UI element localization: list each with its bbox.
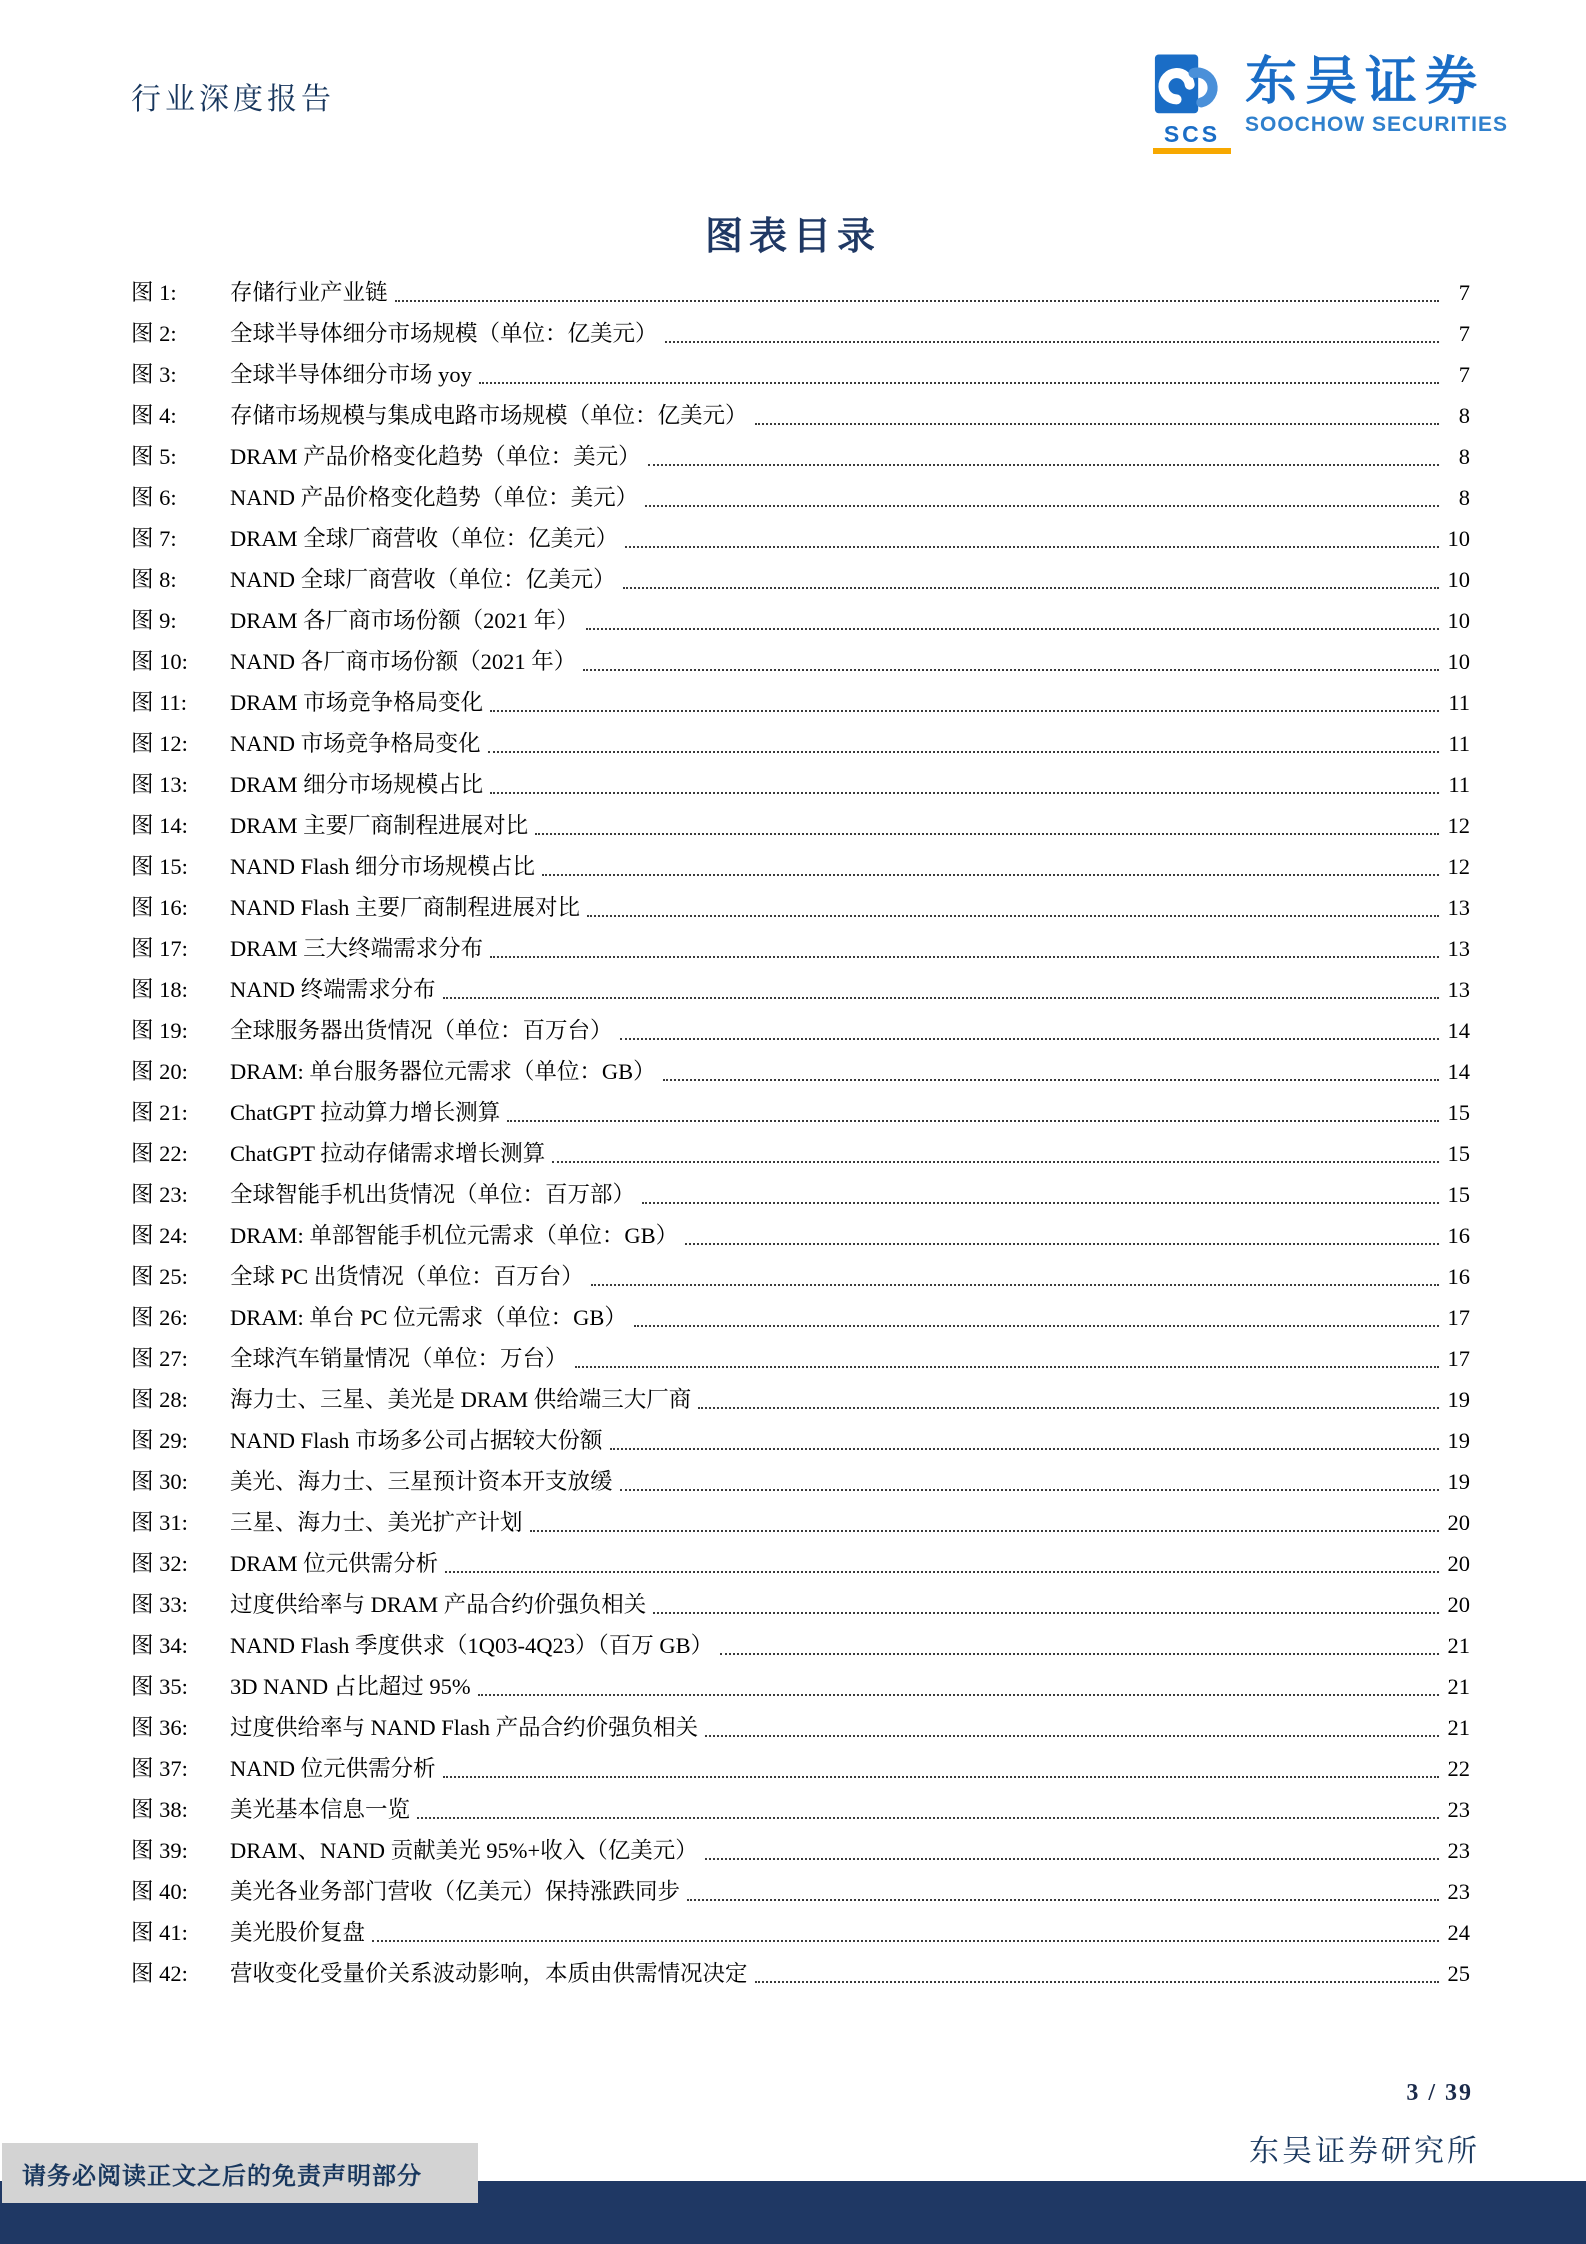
toc-entry-title: 美光基本信息一览 [230,1797,411,1822]
toc-entry-title: NAND Flash 细分市场规模占比 [230,854,536,879]
toc-entry-title: 过度供给率与 NAND Flash 产品合约价强负相关 [230,1715,699,1740]
toc-entry[interactable] [131,1461,1470,1502]
toc-entry[interactable] [131,682,1470,723]
toc-entry-label: 图 3: [131,362,177,387]
toc-entry[interactable] [131,928,1470,969]
toc-entry[interactable] [131,1338,1470,1379]
toc-entry-title: DRAM、NAND 贡献美光 95%+收入（亿美元） [230,1838,698,1863]
toc-entry-title: 全球半导体细分市场 yoy [230,362,472,387]
toc-dot-leader [653,1612,1439,1614]
toc-entry-label: 图 29: [131,1428,188,1453]
toc-dot-leader [552,1161,1439,1163]
toc-entry-title: DRAM 产品价格变化趋势（单位：美元） [230,444,641,469]
toc-entry-page-number: 15 [1447,1141,1470,1166]
toc-entry[interactable] [131,1133,1470,1174]
toc-entry-page-number: 24 [1447,1920,1470,1945]
toc-entry[interactable] [131,1953,1470,1994]
toc-entry-label: 图 20: [131,1059,188,1084]
toc-entry[interactable] [131,1010,1470,1051]
toc-dot-leader [586,628,1439,630]
toc-entry[interactable] [131,1215,1470,1256]
toc-entry-page-number: 20 [1447,1551,1470,1576]
toc-dot-leader [417,1817,1439,1819]
toc-entry-page-number: 25 [1447,1961,1470,1986]
toc-entry-page-number: 10 [1447,608,1470,633]
toc-entry-page-number: 14 [1447,1018,1470,1043]
toc-entry-page-number: 21 [1447,1715,1470,1740]
toc-dot-leader [395,300,1439,302]
soochow-logo-mark-icon [1153,53,1231,121]
toc-entry-title: NAND 市场竞争格局变化 [230,731,481,756]
toc-entry-page-number: 22 [1447,1756,1470,1781]
toc-dot-leader [445,1571,1439,1573]
toc-entry-label: 图 21: [131,1100,188,1125]
toc-entry-page-number: 15 [1447,1182,1470,1207]
toc-entry-page-number: 14 [1447,1059,1470,1084]
toc-dot-leader [542,874,1439,876]
toc-entry[interactable] [131,1297,1470,1338]
toc-dot-leader [705,1735,1439,1737]
soochow-logo-orange-bar [1153,148,1231,154]
toc-entry-title: DRAM 细分市场规模占比 [230,772,484,797]
toc-entry-label: 图 18: [131,977,188,1002]
toc-entry[interactable] [131,1871,1470,1912]
toc-entry-title: DRAM 主要厂商制程进展对比 [230,813,529,838]
toc-entry-label: 图 28: [131,1387,188,1412]
toc-entry-page-number: 12 [1447,854,1470,879]
toc-entry-page-number: 10 [1447,526,1470,551]
toc-entry-page-number: 23 [1447,1797,1470,1822]
toc-entry[interactable] [131,354,1470,395]
toc-entry-title: 全球智能手机出货情况（单位：百万部） [230,1182,636,1207]
toc-entry[interactable] [131,1051,1470,1092]
toc-entry-label: 图 34: [131,1633,188,1658]
soochow-logo-scs-text: SCS [1163,121,1221,147]
toc-dot-leader [705,1858,1439,1860]
toc-entry-title: 全球 PC 出货情况（单位：百万台） [230,1264,584,1289]
toc-entry-page-number: 16 [1447,1223,1470,1248]
toc-entry-label: 图 11: [131,690,188,715]
toc-entry-page-number: 21 [1447,1674,1470,1699]
toc-dot-leader [665,341,1439,343]
toc-entry[interactable] [131,272,1470,313]
toc-dot-leader [642,1202,1439,1204]
toc-entry-page-number: 8 [1458,403,1470,428]
toc-entry-label: 图 37: [131,1756,188,1781]
toc-entry-title: 过度供给率与 DRAM 产品合约价强负相关 [230,1592,647,1617]
toc-entry[interactable] [131,1174,1470,1215]
toc-entry-page-number: 11 [1448,731,1470,756]
toc-dot-leader [583,669,1439,671]
toc-dot-leader [645,505,1439,507]
toc-entry[interactable] [131,846,1470,887]
toc-entry-label: 图 6: [131,485,177,510]
toc-entry[interactable] [131,1625,1470,1666]
toc-entry-page-number: 13 [1447,936,1470,961]
toc-entry[interactable] [131,887,1470,928]
toc-entry-title: 美光各业务部门营收（亿美元）保持涨跌同步 [230,1879,681,1904]
toc-entry-title: 海力士、三星、美光是 DRAM 供给端三大厂商 [230,1387,692,1412]
toc-entry-page-number: 12 [1447,813,1470,838]
toc-dot-leader [490,710,1439,712]
toc-entry-page-number: 13 [1447,895,1470,920]
toc-dot-leader [591,1284,1439,1286]
toc-entry-title: 营收变化受量价关系波动影响，本质由供需情况决定 [230,1961,748,1986]
toc-entry-page-number: 20 [1447,1592,1470,1617]
toc-entry[interactable] [131,477,1470,518]
toc-entry-page-number: 23 [1447,1838,1470,1863]
toc-entry[interactable] [131,1502,1470,1543]
toc-entry-title: 全球汽车销量情况（单位：万台） [230,1346,568,1371]
toc-dot-leader [755,423,1439,425]
toc-entry-title: DRAM 三大终端需求分布 [230,936,484,961]
toc-entry-page-number: 19 [1447,1469,1470,1494]
toc-entry-label: 图 12: [131,731,188,756]
toc-dot-leader [620,1038,1439,1040]
toc-entry-label: 图 35: [131,1674,188,1699]
toc-dot-leader [587,915,1439,917]
toc-dot-leader [443,997,1439,999]
toc-entry-label: 图 15: [131,854,188,879]
disclaimer-box [2,2143,478,2203]
toc-entry-title: 全球半导体细分市场规模（单位：亿美元） [230,321,658,346]
toc-entry-title: DRAM 全球厂商营收（单位：亿美元） [230,526,619,551]
toc-entry-label: 图 16: [131,895,188,920]
toc-entry-page-number: 16 [1447,1264,1470,1289]
toc-entry-page-number: 17 [1447,1305,1470,1330]
soochow-logo-name-en: SOOCHOW SECURITIES [1245,113,1509,136]
toc-entry-page-number: 19 [1447,1428,1470,1453]
soochow-logo-mark [1153,53,1231,154]
toc-entry-page-number: 10 [1447,649,1470,674]
toc-dot-leader [685,1243,1439,1245]
toc-entry-page-number: 17 [1447,1346,1470,1371]
toc-entry[interactable] [131,559,1470,600]
toc-entry-title: NAND Flash 主要厂商制程进展对比 [230,895,581,920]
page-indicator: 3 / 39 [1406,2080,1473,2106]
toc-entry-title: NAND 终端需求分布 [230,977,436,1002]
toc-entry[interactable] [131,436,1470,477]
toc-entry-page-number: 21 [1447,1633,1470,1658]
toc-entry[interactable] [131,1789,1470,1830]
toc-entry[interactable] [131,641,1470,682]
toc-dot-leader [575,1366,1439,1368]
toc-entry-label: 图 30: [131,1469,188,1494]
toc-dot-leader [625,546,1439,548]
toc-entry-title: DRAM: 单台服务器位元需求（单位：GB） [230,1059,656,1084]
toc-entry-label: 图 19: [131,1018,188,1043]
toc-entry-label: 图 38: [131,1797,188,1822]
toc-entry[interactable] [131,805,1470,846]
disclaimer-text: 请务必阅读正文之后的免责声明部分 [22,2163,422,2190]
toc-dot-leader [490,792,1439,794]
toc-entry[interactable] [131,1379,1470,1420]
toc-entry-page-number: 23 [1447,1879,1470,1904]
toc-dot-leader [372,1940,1439,1942]
toc-entry-title: NAND 位元供需分析 [230,1756,436,1781]
toc-entry-label: 图 36: [131,1715,188,1740]
toc-entry-label: 图 26: [131,1305,188,1330]
toc-entry-title: DRAM 各厂商市场份额（2021 年） [230,608,579,633]
toc-dot-leader [698,1407,1439,1409]
page-title: 图表目录 [704,216,881,258]
toc-entry-label: 图 23: [131,1182,188,1207]
toc-entry[interactable] [131,1256,1470,1297]
toc-entry-page-number: 13 [1447,977,1470,1002]
toc-entry-label: 图 32: [131,1551,188,1576]
toc-entry[interactable] [131,1748,1470,1789]
toc-entry-title: NAND 各厂商市场份额（2021 年） [230,649,577,674]
toc-dot-leader [490,956,1439,958]
toc-dot-leader [507,1120,1439,1122]
toc-dot-leader [755,1981,1439,1983]
institute-label: 东吴证券研究所 [1249,2135,1480,2168]
toc-entry-title: 美光股价复盘 [230,1920,366,1945]
toc-entry-page-number: 11 [1448,690,1470,715]
toc-entry[interactable] [131,1420,1470,1461]
toc-entry[interactable] [131,1707,1470,1748]
toc-entry-page-number: 19 [1447,1387,1470,1412]
toc-entry-title: 全球服务器出货情况（单位：百万台） [230,1018,613,1043]
toc-dot-leader [488,751,1439,753]
toc-entry-title: ChatGPT 拉动算力增长测算 [230,1100,501,1125]
toc-dot-leader [443,1776,1439,1778]
toc-entry-label: 图 9: [131,608,177,633]
toc-entry-page-number: 7 [1458,321,1470,346]
toc-entry[interactable] [131,395,1470,436]
toc-entry-title: 存储市场规模与集成电路市场规模（单位：亿美元） [230,403,748,428]
toc-entry[interactable] [131,518,1470,559]
toc-entry-title: ChatGPT 拉动存储需求增长测算 [230,1141,546,1166]
toc-entry[interactable] [131,313,1470,354]
toc-entry[interactable] [131,1912,1470,1953]
toc-entry-title: 美光、海力士、三星预计资本开支放缓 [230,1469,613,1494]
toc-entry-label: 图 24: [131,1223,188,1248]
toc-entry-label: 图 13: [131,772,188,797]
toc-entry[interactable] [131,723,1470,764]
toc-entry-page-number: 20 [1447,1510,1470,1535]
toc-entry[interactable] [131,1584,1470,1625]
toc-entry-title: DRAM: 单部智能手机位元需求（单位：GB） [230,1223,679,1248]
toc-entry-title: DRAM 位元供需分析 [230,1551,439,1576]
toc-dot-leader [620,1489,1439,1491]
soochow-logo-name-cn: 东吴证券 [1245,53,1486,111]
toc-entry[interactable] [131,1830,1470,1871]
toc-entry-label: 图 39: [131,1838,188,1863]
toc-entry-title: DRAM: 单台 PC 位元需求（单位：GB） [230,1305,627,1330]
toc-entry-label: 图 40: [131,1879,188,1904]
toc-entry-page-number: 15 [1447,1100,1470,1125]
toc-entry-title: NAND Flash 市场多公司占据较大份额 [230,1428,603,1453]
toc-entry-page-number: 10 [1447,567,1470,592]
toc-entry-label: 图 4: [131,403,177,428]
toc-dot-leader [479,382,1439,384]
toc-dot-leader [720,1653,1439,1655]
toc-entry[interactable] [131,764,1470,805]
toc-entry-label: 图 7: [131,526,177,551]
toc-entry[interactable] [131,1543,1470,1584]
toc-entry-title: 存储行业产业链 [230,280,388,305]
toc-entry-label: 图 2: [131,321,177,346]
report-type-label: 行业深度报告 [131,83,335,116]
toc-entry-label: 图 27: [131,1346,188,1371]
toc-entry-title: 3D NAND 占比超过 95% [230,1674,471,1699]
toc-entry[interactable] [131,1092,1470,1133]
toc-entry-page-number: 11 [1448,772,1470,797]
figure-toc [131,272,1470,1994]
toc-entry-title: NAND Flash 季度供求（1Q03-4Q23）（百万 GB） [230,1633,714,1658]
toc-dot-leader [687,1899,1439,1901]
toc-entry-label: 图 31: [131,1510,188,1535]
toc-dot-leader [530,1530,1439,1532]
toc-entry-title: 三星、海力士、美光扩产计划 [230,1510,523,1535]
toc-dot-leader [610,1448,1439,1450]
toc-entry-label: 图 17: [131,936,188,961]
toc-entry-title: DRAM 市场竞争格局变化 [230,690,484,715]
toc-entry-label: 图 1: [131,280,177,305]
toc-entry-page-number: 7 [1458,362,1470,387]
toc-entry[interactable] [131,969,1470,1010]
toc-entry-title: NAND 产品价格变化趋势（单位：美元） [230,485,639,510]
toc-entry-label: 图 42: [131,1961,188,1986]
toc-entry-label: 图 8: [131,567,177,592]
toc-dot-leader [634,1325,1439,1327]
toc-entry-label: 图 22: [131,1141,188,1166]
toc-entry[interactable] [131,600,1470,641]
toc-dot-leader [663,1079,1439,1081]
toc-entry-page-number: 7 [1458,280,1470,305]
toc-entry-label: 图 41: [131,1920,188,1945]
toc-entry-label: 图 10: [131,649,188,674]
toc-entry-label: 图 33: [131,1592,188,1617]
toc-dot-leader [648,464,1439,466]
toc-entry-page-number: 8 [1458,485,1470,510]
toc-entry-label: 图 14: [131,813,188,838]
soochow-logo [1153,53,1508,154]
toc-dot-leader [623,587,1439,589]
toc-dot-leader [478,1694,1439,1696]
toc-entry-label: 图 5: [131,444,177,469]
toc-entry-title: NAND 全球厂商营收（单位：亿美元） [230,567,616,592]
toc-entry-page-number: 8 [1458,444,1470,469]
toc-entry[interactable] [131,1666,1470,1707]
toc-entry-label: 图 25: [131,1264,188,1289]
toc-dot-leader [535,833,1439,835]
